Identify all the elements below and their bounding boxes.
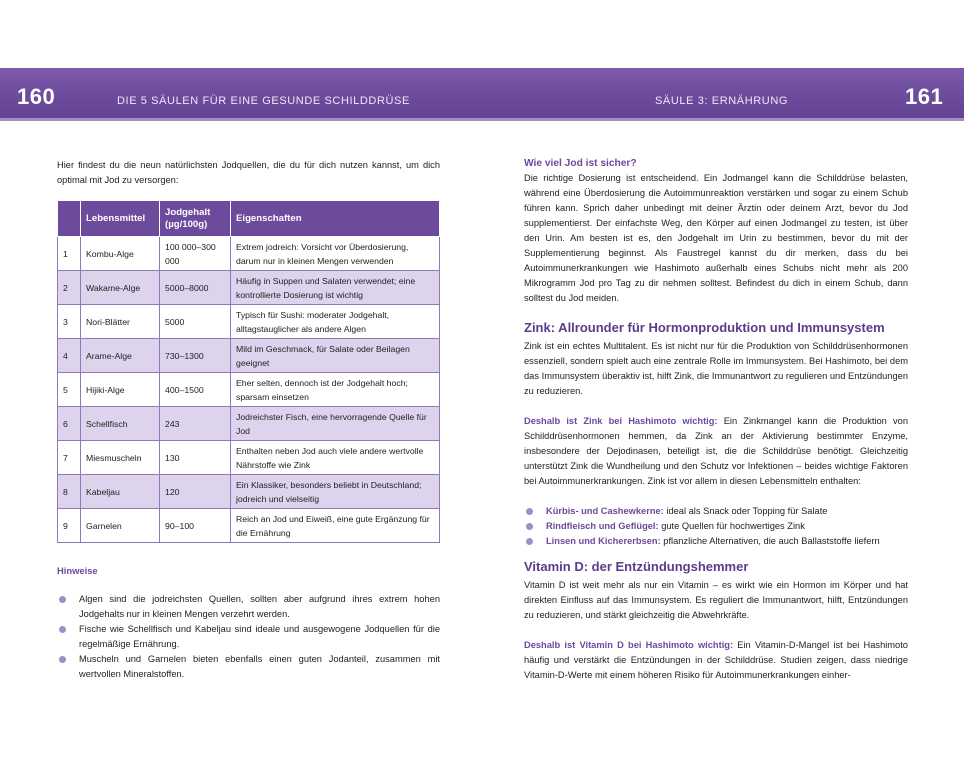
bullet-icon (526, 508, 533, 515)
table-cell-iodine: 100 000–300 000 (160, 237, 231, 271)
table-row (58, 441, 440, 475)
food-text: ideal als Snack oder Topping für Salate (663, 506, 828, 516)
table-cell-iodine: 730–1300 (160, 339, 231, 373)
header-divider (0, 118, 964, 121)
table-cell-iodine: 90–100 (160, 509, 231, 543)
table-cell-iodine: 5000 (160, 305, 231, 339)
table-cell-iodine: 400–1500 (160, 373, 231, 407)
vitamin-d-heading: Vitamin D: der Entzündungshemmer (524, 559, 749, 574)
table-cell-index: 1 (58, 237, 81, 271)
table-cell-properties: Jodreichster Fisch, eine hervorragende Quelle für Jod (231, 407, 440, 441)
zinc-why-lead: Deshalb ist Zink bei Hashimoto wichtig: (524, 416, 718, 426)
vitamin-d-why-lead: Deshalb ist Vitamin D bei Hashimoto wichtig: (524, 640, 734, 650)
vitamin-d-why-paragraph (524, 638, 908, 683)
table-row (58, 407, 440, 441)
vitamin-d-why-text: Ein Vitamin-D-Mangel ist bei Hashimoto häufig und verstärkt die Entzündungen in der Schilddrüse. Studien zeigen, dass niedrige Vitamin-D-Werte mit einem höheren Risiko für Autoimmunerkrankungen einher- (524, 640, 908, 680)
table-cell-iodine: 120 (160, 475, 231, 509)
iodine-safety-text: Die richtige Dosierung ist entscheidend. Ein Jodmangel kann die Schilddrüse belasten, während eine Überdosierung die Autoimmunreaktion verstärken und sogar zu einem Schub führen kann. Sprich daher unbedingt mit deiner Ärztin oder deinem Arzt, bevor du Jod supplementierst. Der einfachste Weg, den Körper auf einen Jodmangel zu testen, ist über den Urin. Am besten ist es, den Jodgehalt im Urin zu bestimmen, bevor du mit der Supplementierung beginnst. Als Faustregel kannst du dir merken, dass du bei Autoimmunerkrankungen wie Hashimoto außerhalb eines Schubs nicht mehr als 200 Mikrogramm Jod pro Tag zu dir nehmen solltest. Befindest du dich in einem Schub, dann solltest du Jod meiden. (524, 173, 908, 303)
food-key: Rindfleisch und Geflügel: (546, 521, 659, 531)
vitamin-d-text: Vitamin D ist weit mehr als nur ein Vitamin – es wirkt wie ein Hormon im Körper und hat direkten Einfluss auf das Immunsystem. Es reguliert die Immunantwort, hilft, Entzündungen zu reduzieren, und stärkt gleichzeitig die Abwehrkräfte. (524, 580, 908, 620)
note-text: Muscheln und Garnelen bieten ebenfalls einen guten Jodanteil, zusammen mit wertvollen Mineralstoffen. (79, 654, 440, 679)
table-cell-food: Kombu-Alge (81, 237, 160, 271)
table-cell-properties: Häufig in Suppen und Salaten verwendet; eine kontrollierte Dosierung ist wichtig (231, 271, 440, 305)
iodine-safety-heading: Wie viel Jod ist sicher? (524, 158, 637, 169)
table-cell-food: Schellfisch (81, 407, 160, 441)
zinc-why-paragraph (524, 414, 908, 489)
table-header-food: Lebensmittel (81, 201, 160, 237)
table-cell-food: Wakame-Alge (81, 271, 160, 305)
list-item (524, 519, 908, 534)
note-text: Algen sind die jodreichsten Quellen, sollten aber aufgrund ihres extrem hohen Jodgehalts nur in kleinen Mengen verzehrt werden. (79, 594, 440, 619)
table-cell-food: Hijiki-Alge (81, 373, 160, 407)
table-cell-iodine: 130 (160, 441, 231, 475)
table-cell-properties: Reich an Jod und Eiweiß, eine gute Ergänzung für die Ernährung (231, 509, 440, 543)
bullet-icon (59, 626, 66, 633)
table-cell-index: 2 (58, 271, 81, 305)
bullet-icon (526, 538, 533, 545)
zinc-foods-list (524, 504, 908, 549)
zinc-text: Zink ist ein echtes Multitalent. Es ist nicht nur für die Produktion von Schilddrüsenhormonen essenziell, sondern spielt auch eine zentrale Rolle im Immunsystem. Bei Hashimoto, bei dem das Immunsystem überaktiv ist, hilft Zink, die Immunantwort zu regulieren und Entzündungen zu reduzieren. (524, 341, 908, 396)
table-cell-iodine: 5000–8000 (160, 271, 231, 305)
left-page-number: 160 (17, 84, 56, 109)
zinc-why-text: Ein Zinkmangel kann die Produktion von Schilddrüsenhormonen hemmen, da Zink an der Aktivierung bestimmter Enzyme, insbesondere der Dejodinasen, beteiligt ist, die die Schilddrüse benötigt. Gleichzeitig unterstützt Zink die Wundheilung und den Schutz vor Infektionen – beides wichtige Faktoren bei Autoimmunerkrankungen. Zink ist vor allem in diesen Lebensmitteln enthalten: (524, 416, 908, 486)
intro-text: Hier findest du die neun natürlichsten Jodquellen, die du für dich nutzen kannst, um dich optimal mit Jod zu versorgen: (57, 160, 440, 185)
food-text: pflanzliche Alternativen, die auch Ballaststoffe liefern (660, 536, 880, 546)
note-text: Fische wie Schellfisch und Kabeljau sind ideale und ausgewogene Jodquellen für die regelmäßige Ernährung. (79, 624, 440, 649)
table-cell-properties: Mild im Geschmack, für Salate oder Beilagen geeignet (231, 339, 440, 373)
table-cell-food: Garnelen (81, 509, 160, 543)
table-row (58, 509, 440, 543)
table-row (58, 237, 440, 271)
bullet-icon (526, 523, 533, 530)
header-band (0, 68, 964, 118)
table-row (58, 271, 440, 305)
right-page-column (524, 158, 908, 683)
notes-list (57, 592, 440, 682)
list-item (524, 504, 908, 519)
table-row (58, 339, 440, 373)
table-cell-index: 5 (58, 373, 81, 407)
table-cell-index: 9 (58, 509, 81, 543)
table-cell-food: Arame-Alge (81, 339, 160, 373)
left-page-column (57, 158, 440, 682)
bullet-icon (59, 596, 66, 603)
table-cell-index: 7 (58, 441, 81, 475)
right-page-number: 161 (905, 84, 944, 109)
bullet-icon (59, 656, 66, 663)
table-cell-food: Kabeljau (81, 475, 160, 509)
table-cell-food: Nori-Blätter (81, 305, 160, 339)
table-cell-iodine: 243 (160, 407, 231, 441)
food-key: Linsen und Kichererbsen: (546, 536, 661, 546)
list-item (57, 592, 440, 622)
table-header-index (58, 201, 81, 237)
notes-title: Hinweise (57, 565, 98, 576)
table-header-iodine: Jodgehalt (µg/100g) (160, 201, 231, 237)
table-row (58, 475, 440, 509)
table-header-row (58, 201, 440, 237)
iodine-sources-table (57, 200, 440, 543)
table-cell-properties: Enthalten neben Jod auch viele andere wertvolle Nährstoffe wie Zink (231, 441, 440, 475)
table-cell-properties: Eher selten, dennoch ist der Jodgehalt hoch; sparsam einsetzen (231, 373, 440, 407)
table-cell-properties: Typisch für Sushi: moderater Jodgehalt, alltagstauglicher als andere Algen (231, 305, 440, 339)
table-row (58, 373, 440, 407)
table-cell-index: 4 (58, 339, 81, 373)
food-text: gute Quellen für hochwertiges Zink (658, 521, 805, 531)
table-header-properties: Eigenschaften (231, 201, 440, 237)
left-running-title: DIE 5 SÄULEN FÜR EINE GESUNDE SCHILDDRÜSE (117, 95, 410, 107)
list-item (57, 622, 440, 652)
right-running-title: SÄULE 3: ERNÄHRUNG (655, 95, 789, 107)
table-cell-food: Miesmuscheln (81, 441, 160, 475)
table-cell-index: 6 (58, 407, 81, 441)
list-item (57, 652, 440, 682)
table-cell-index: 3 (58, 305, 81, 339)
table-row (58, 305, 440, 339)
zinc-heading: Zink: Allrounder für Hormonproduktion und Immunsystem (524, 320, 885, 335)
food-key: Kürbis- und Cashewkerne: (546, 506, 664, 516)
table-cell-properties: Extrem jodreich: Vorsicht vor Überdosierung, darum nur in kleinen Mengen verwenden (231, 237, 440, 271)
table-cell-index: 8 (58, 475, 81, 509)
table-cell-properties: Ein Klassiker, besonders beliebt in Deutschland; jodreich und vielseitig (231, 475, 440, 509)
list-item (524, 534, 908, 549)
